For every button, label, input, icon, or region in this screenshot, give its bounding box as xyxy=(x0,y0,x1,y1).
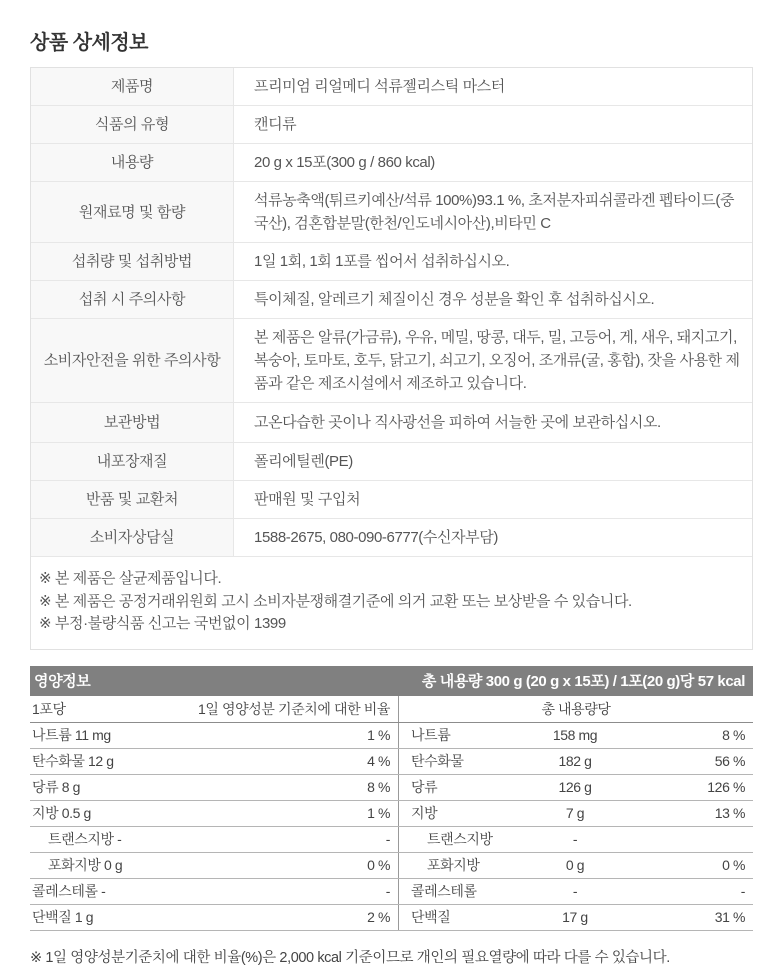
table-row xyxy=(31,106,752,144)
nutrient-pct: 31 % xyxy=(714,909,745,925)
spec-value: 프리미엄 리얼메디 석류젤리스틱 마스터 xyxy=(254,78,505,95)
nutrient-pct: - xyxy=(740,883,745,899)
nutrient-left: 단백질 1 g xyxy=(32,909,94,925)
nutrient-left-pct: 0 % xyxy=(367,857,390,873)
table-row xyxy=(31,481,752,519)
nutrition-row xyxy=(30,801,753,827)
note-line: ※ 본 제품은 공정거래위원회 고시 소비자분쟁해결기준에 의거 교환 또는 보상받을 수 있습니다. xyxy=(39,592,632,610)
nutrient-name: 콜레스테롤 xyxy=(411,883,477,899)
nutrition-row xyxy=(30,879,753,905)
nutrition-row xyxy=(30,853,753,879)
table-row xyxy=(31,182,752,243)
spec-value: 20 g x 15포(300 g / 860 kcal) xyxy=(254,154,435,171)
nutrition-subheader xyxy=(30,696,753,723)
table-row xyxy=(31,319,752,403)
nutrient-left: 당류 8 g xyxy=(32,779,80,795)
nutrient-left-pct: 2 % xyxy=(367,909,390,925)
spec-label: 원재료명 및 함량 xyxy=(31,182,234,242)
spec-value: 판매원 및 구입처 xyxy=(254,491,361,508)
col-daily-value: 1일 영양성분 기준치에 대한 비율 xyxy=(198,700,390,717)
spec-value: 1일 1회, 1회 1포를 씹어서 섭취하십시오. xyxy=(254,253,510,270)
nutrient-left: 트랜스지방 - xyxy=(48,831,122,847)
spec-value: 고온다습한 곳이나 직사광선을 피하여 서늘한 곳에 보관하십시오. xyxy=(254,414,661,431)
table-row xyxy=(31,403,752,443)
nutrient-left-pct: 1 % xyxy=(367,805,390,821)
nutrient-amount: 158 mg xyxy=(552,727,598,743)
table-row xyxy=(31,519,752,557)
spec-label: 소비자상담실 xyxy=(31,519,234,556)
nutrient-left-pct: 8 % xyxy=(367,779,390,795)
nutrient-amount: 7 g xyxy=(565,805,585,821)
nutrient-left: 탄수화물 12 g xyxy=(32,753,114,769)
note-line: ※ 본 제품은 살균제품입니다. xyxy=(39,570,222,587)
spec-label: 내포장재질 xyxy=(31,443,234,480)
nutrient-name: 포화지방 xyxy=(427,857,480,873)
nutrient-pct: 8 % xyxy=(722,727,745,743)
nutrition-summary: 총 내용량 300 g (20 g x 15포) / 1포(20 g)당 57 kcal xyxy=(421,673,745,690)
nutrient-amount: - xyxy=(572,831,578,847)
nutrient-left: 콜레스테롤 - xyxy=(32,883,106,899)
nutrient-left-pct: - xyxy=(385,831,390,847)
nutrition-table xyxy=(30,666,753,967)
spec-value: 캔디류 xyxy=(254,116,297,133)
page-title: 상품 상세정보 xyxy=(30,32,148,54)
nutrition-row xyxy=(30,749,753,775)
nutrition-subheader-right xyxy=(398,696,753,722)
product-spec-table xyxy=(30,67,753,650)
nutrient-amount: 0 g xyxy=(565,857,585,873)
nutrient-amount: 17 g xyxy=(562,909,588,925)
col-total-content: 총 내용량당 xyxy=(541,700,611,717)
nutrient-left: 지방 0.5 g xyxy=(32,805,91,821)
nutrient-left: 포화지방 0 g xyxy=(48,857,123,873)
nutrient-name: 탄수화물 xyxy=(411,753,464,769)
spec-value: 폴리에틸렌(PE) xyxy=(254,453,353,470)
nutrient-name: 지방 xyxy=(411,805,438,821)
table-row xyxy=(31,243,752,281)
nutrient-amount: 126 g xyxy=(558,779,592,795)
nutrient-left-pct: - xyxy=(385,883,390,899)
col-per-pouch: 1포당 xyxy=(32,700,66,717)
spec-label: 반품 및 교환처 xyxy=(31,481,234,518)
spec-label: 내용량 xyxy=(31,144,234,181)
table-row xyxy=(31,144,752,182)
spec-value: 본 제품은 알류(가금류), 우유, 메밀, 땅콩, 대두, 밀, 고등어, 게, 새우, 돼지고기, 복숭아, 토마토, 호두, 닭고기, 쇠고기, 오징어, 조개류(굴, 홍합), 잣을 사용한 제품과 같은 제조시설에서 제조하고 있습니다. xyxy=(254,329,740,392)
spec-label: 보관방법 xyxy=(31,403,234,442)
spec-label: 식품의 유형 xyxy=(31,106,234,143)
nutrient-pct: 0 % xyxy=(722,857,745,873)
nutrition-row xyxy=(30,723,753,749)
product-detail-section xyxy=(30,26,753,967)
spec-label: 섭취 시 주의사항 xyxy=(31,281,234,318)
nutrient-pct: 13 % xyxy=(714,805,745,821)
spec-label: 섭취량 및 섭취방법 xyxy=(31,243,234,280)
nutrition-row xyxy=(30,775,753,801)
table-row xyxy=(31,281,752,319)
nutrient-left-pct: 4 % xyxy=(367,753,390,769)
nutrition-footnote: ※ 1일 영양성분기준치에 대한 비율(%)은 2,000 kcal 기준이므로 개인의 필요열량에 따라 다를 수 있습니다. xyxy=(30,949,670,966)
nutrient-name: 당류 xyxy=(411,779,438,795)
nutrition-row xyxy=(30,827,753,853)
nutrient-amount: - xyxy=(572,883,578,899)
nutrient-amount: 182 g xyxy=(558,753,592,769)
table-row xyxy=(31,68,752,106)
spec-value: 1588-2675, 080-090-6777(수신자부담) xyxy=(254,529,498,546)
nutrition-subheader-left xyxy=(30,696,398,722)
spec-label: 소비자안전을 위한 주의사항 xyxy=(31,319,234,402)
nutrient-pct: 56 % xyxy=(714,753,745,769)
spec-label: 제품명 xyxy=(31,68,234,105)
note-line: ※ 부정·불량식품 신고는 국번없이 1399 xyxy=(39,615,286,632)
nutrition-title: 영양정보 xyxy=(34,673,91,690)
nutrition-row xyxy=(30,905,753,931)
spec-value: 석류농축액(튀르키예산/석류 100%)93.1 %, 초저분자피쉬콜라겐 펩타이드(중국산), 검혼합분말(한천/인도네시아산),비타민 C xyxy=(254,192,735,232)
product-notes xyxy=(31,557,752,649)
nutrition-header-bar xyxy=(30,666,753,696)
spec-value: 특이체질, 알레르기 체질이신 경우 성분을 확인 후 섭취하십시오. xyxy=(254,291,655,308)
nutrient-left: 나트륨 11 mg xyxy=(32,727,111,743)
nutrient-left-pct: 1 % xyxy=(367,727,390,743)
table-row xyxy=(31,443,752,481)
nutrient-name: 나트륨 xyxy=(411,727,451,743)
nutrient-pct: 126 % xyxy=(707,779,745,795)
nutrient-name: 트랜스지방 xyxy=(427,831,493,847)
nutrient-name: 단백질 xyxy=(411,909,451,925)
